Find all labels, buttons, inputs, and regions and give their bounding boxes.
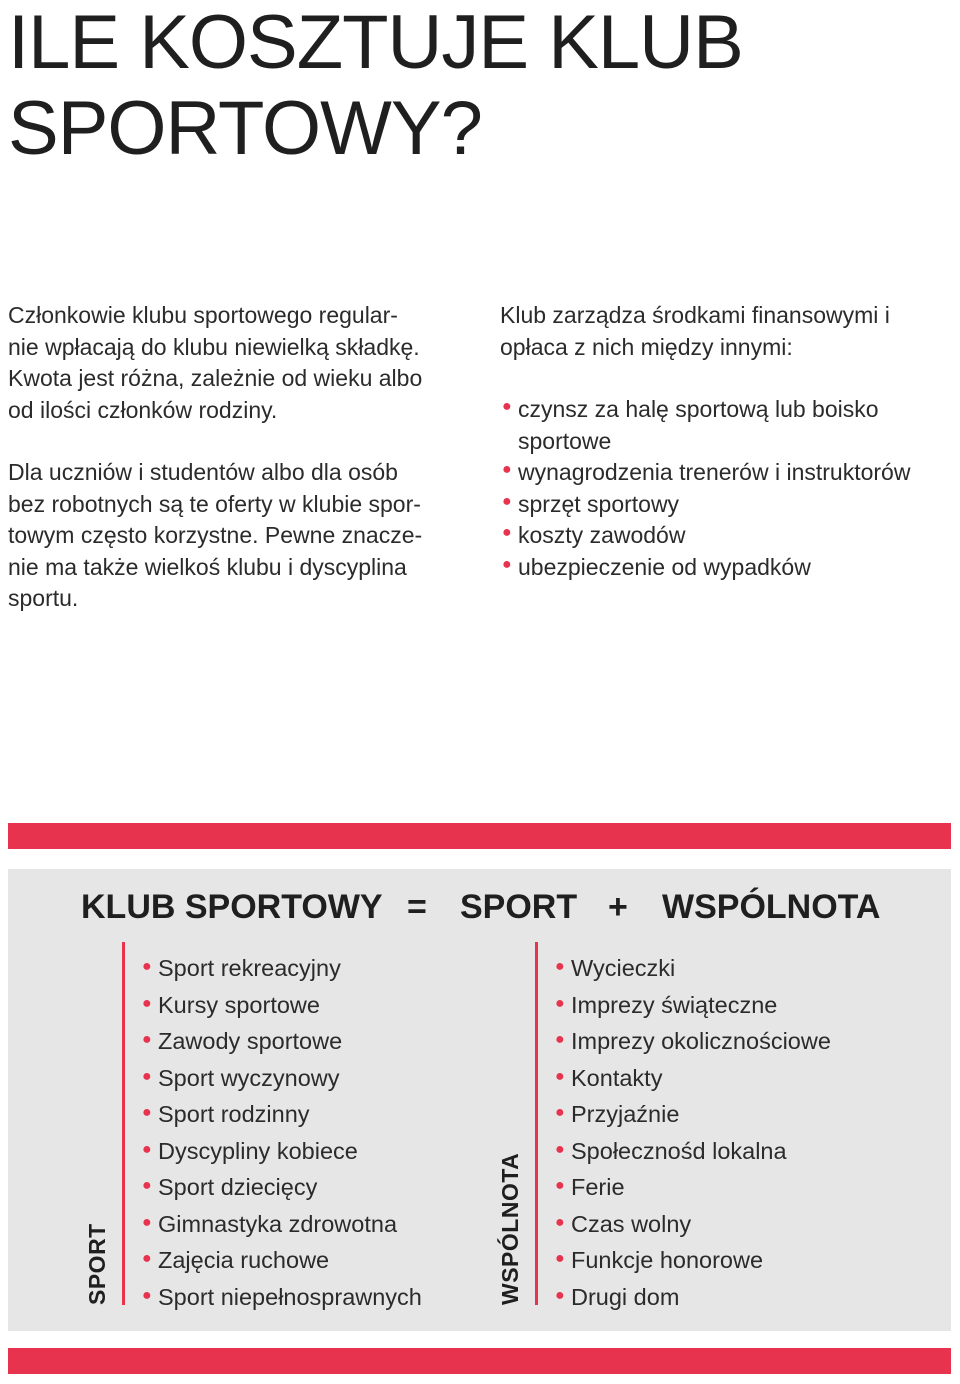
- bullet-icon: ●: [142, 1140, 152, 1158]
- list-item-text: Zajęcia ruchowe: [158, 1247, 330, 1273]
- list-item: [140, 1279, 422, 1316]
- list-item: [140, 1169, 422, 1206]
- bullet-icon: ●: [142, 958, 152, 975]
- list-item: [500, 552, 950, 584]
- list-item: [140, 1206, 422, 1243]
- list-item-text: Społecznośd lokalna: [571, 1137, 787, 1164]
- bullet-icon: ●: [142, 1250, 152, 1267]
- list-item: [140, 1023, 422, 1060]
- list-item: [140, 1096, 422, 1133]
- bullet-icon: ●: [555, 1177, 565, 1194]
- title-line: SPORTOWY?: [8, 86, 482, 171]
- list-item: [140, 1133, 422, 1170]
- bullet-icon: ●: [142, 1104, 152, 1121]
- page-title: [8, 0, 743, 172]
- list-item-text: Zawody sportowe: [158, 1028, 343, 1054]
- list-item: [500, 394, 950, 457]
- top-red-divider: [8, 823, 951, 849]
- list-item: [553, 1206, 831, 1243]
- bullet-icon: ●: [555, 958, 565, 975]
- finances-intro-paragraph: [500, 300, 950, 363]
- bullet-icon: ●: [502, 524, 512, 541]
- list-item: [500, 489, 950, 521]
- list-item-text: Przyjaźnie: [571, 1101, 680, 1127]
- membership-fee-paragraph: [8, 300, 468, 426]
- list-item: [553, 1279, 831, 1316]
- text-line: Dla uczniów i studentów albo dla osób: [8, 459, 398, 485]
- left-column: [8, 300, 468, 646]
- list-item: [553, 1096, 831, 1133]
- list-item-text: Imprezy okolicznościowe: [571, 1028, 831, 1054]
- bullet-icon: ●: [555, 1286, 565, 1304]
- list-item-text: Sport rekreacyjny: [158, 955, 341, 981]
- bullet-icon: ●: [142, 1031, 152, 1048]
- bullet-icon: ●: [502, 555, 512, 573]
- bullet-icon: ●: [555, 1140, 565, 1158]
- sport-red-rule: [122, 942, 125, 1305]
- list-item-text: Imprezy świąteczne: [571, 991, 778, 1018]
- bottom-red-divider: [8, 1348, 951, 1374]
- list-item-text: Czas wolny: [571, 1210, 692, 1237]
- equation-equals-sign: =: [407, 888, 427, 926]
- list-item-text: Sport wyczynowy: [158, 1064, 340, 1091]
- list-item: [553, 1169, 831, 1206]
- list-item-text: Wycieczki: [571, 955, 676, 981]
- students-offer-paragraph: [8, 457, 468, 615]
- bullet-icon: ●: [142, 994, 152, 1012]
- list-item: [500, 457, 950, 489]
- list-item: [500, 520, 950, 552]
- list-item-text: Sport rodzinny: [158, 1101, 310, 1127]
- community-vertical-label: WSPÓLNOTA: [497, 1152, 523, 1305]
- list-item-text: Sport dziecięcy: [158, 1174, 318, 1200]
- list-item-text: sprzęt sportowy: [518, 490, 680, 517]
- text-line: opłaca z nich między innymi:: [500, 333, 793, 360]
- list-item-text: ubezpieczenie od wypadków: [518, 553, 811, 580]
- list-item-text: sportowe: [518, 427, 612, 454]
- bullet-icon: ●: [555, 1031, 565, 1048]
- list-item: [553, 950, 831, 987]
- text-line: nie wpłacają do klubu niewielką składkę.: [8, 333, 420, 360]
- list-item-text: Kursy sportowe: [158, 991, 320, 1018]
- list-item: [553, 1242, 831, 1279]
- bullet-icon: ●: [555, 1250, 565, 1267]
- bullet-icon: ●: [502, 492, 512, 510]
- list-item: [553, 1023, 831, 1060]
- list-item-text: wynagrodzenia trenerów i instruktorów: [518, 459, 911, 485]
- equation-community-label: WSPÓLNOTA: [662, 888, 881, 926]
- text-line: bez robotnych są te oferty w klubie spor-: [8, 490, 421, 517]
- list-item-text: Sport niepełnosprawnych: [158, 1283, 422, 1310]
- list-item-text: Gimnastyka zdrowotna: [158, 1210, 398, 1237]
- text-line: Kwota jest różna, zależnie od wieku albo: [8, 365, 423, 391]
- bullet-icon: ●: [555, 1213, 565, 1231]
- community-list: [553, 950, 831, 1315]
- equation-plus-sign: +: [608, 888, 628, 926]
- text-line: od ilości członków rodziny.: [8, 396, 278, 423]
- community-red-rule: [535, 942, 538, 1305]
- text-line: Klub zarządza środkami finansowymi i: [500, 302, 890, 328]
- list-item: [553, 1060, 831, 1097]
- text-line: nie ma także wielkoś klubu i dyscyplina: [8, 553, 407, 580]
- text-line: Członkowie klubu sportowego regular-: [8, 302, 398, 328]
- right-column: [500, 300, 950, 583]
- list-item-text: koszty zawodów: [518, 522, 686, 548]
- list-item: [140, 987, 422, 1024]
- list-item-text: Funkcje honorowe: [571, 1247, 764, 1273]
- sport-vertical-label: SPORT: [84, 1223, 110, 1305]
- list-item-text: Ferie: [571, 1174, 625, 1200]
- bullet-icon: ●: [555, 994, 565, 1012]
- bullet-icon: ●: [142, 1286, 152, 1304]
- bullet-icon: ●: [142, 1067, 152, 1085]
- list-item: [553, 987, 831, 1024]
- text-line: sportu.: [8, 585, 79, 611]
- text-line: towym często korzystne. Pewne znacze-: [8, 522, 423, 548]
- title-line: ILE KOSZTUJE KLUB: [8, 0, 743, 85]
- expenses-list: [500, 394, 950, 583]
- list-item: [140, 1242, 422, 1279]
- bullet-icon: ●: [142, 1213, 152, 1231]
- bullet-icon: ●: [555, 1104, 565, 1121]
- bullet-icon: ●: [502, 398, 512, 415]
- list-item-text: Dyscypliny kobiece: [158, 1137, 358, 1164]
- bullet-icon: ●: [142, 1177, 152, 1194]
- list-item: [140, 1060, 422, 1097]
- equation-sport-label: SPORT: [460, 888, 578, 926]
- list-item-text: Kontakty: [571, 1064, 663, 1091]
- equation-club-label: KLUB SPORTOWY: [81, 888, 383, 926]
- list-item: [140, 950, 422, 987]
- bullet-icon: ●: [555, 1067, 565, 1085]
- list-item-text: czynsz za halę sportową lub boisko: [518, 396, 879, 422]
- sport-list: [140, 950, 422, 1315]
- bullet-icon: ●: [502, 461, 512, 478]
- list-item-text: Drugi dom: [571, 1283, 680, 1310]
- list-item: [553, 1133, 831, 1170]
